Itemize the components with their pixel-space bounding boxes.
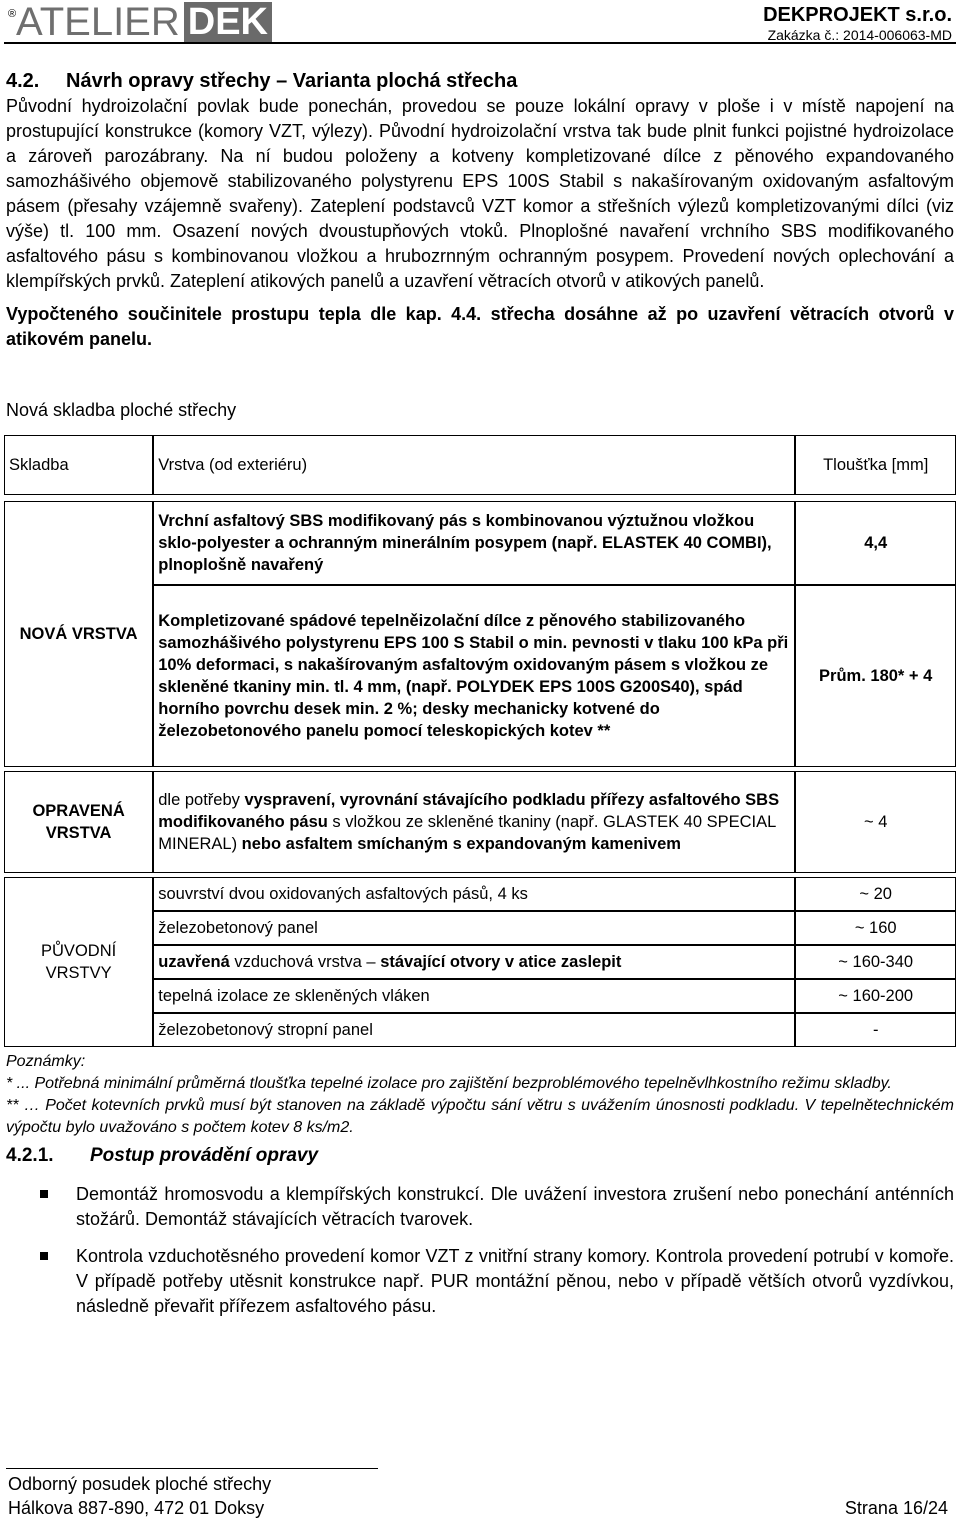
layer-text [153,945,795,979]
table-row [4,501,956,585]
layer-text: Vrchní asfaltový SBS modifikovaný pás s kombinovanou výztužnou vložkou sklo-polyester a ochranným minerálním posypem (např. ELASTEK 40 COMBI), plnoplošně navařený [153,501,795,585]
company-block [763,4,952,44]
logo-atelier-text: ATELIER [16,0,180,44]
group-puvodni-vrstvy: PŮVODNÍ VRSTVY [4,877,153,1047]
list-item-text: Kontrola vzduchotěsného provedení komor VZT z vnitřní strany komory. Kontrola provedení potrubí v komoře. V případě potřeby utěsnit konstrukce např. PUR montážní pěnou, nebo v případě větších otvorů vyzdívkou, následně převařit přířezem asfaltového pásu. [76,1246,954,1316]
table-row [4,771,956,873]
page-header [0,0,960,64]
subsection-number: 4.2.1. [6,1145,54,1166]
note-2: ** … Počet kotevních prvků musí být stanoven na základě výpočtu sání větru s uvážením únosnosti podkladu. V tepelnětechnickém výpočtu bylo uvažováno s počtem kotev 8 ks/m2. [6,1097,954,1136]
notes [6,1051,954,1139]
group-opravena-vrstva: OPRAVENÁ VRSTVA [4,771,153,873]
layer-text: tepelná izolace ze skleněných vláken [153,979,795,1013]
header-vrstva: Vrstva (od exteriéru) [153,435,795,495]
list-item [6,1244,954,1319]
main-content [6,62,954,1331]
note-1: * ... Potřebná minimální průměrná tloušťka tepelné izolace pro zajištění bezproblémového tepelněvlhkostního režimu skladby. [6,1075,892,1092]
registered-mark: ® [8,8,17,20]
layer-text-part: stávající otvory v atice zaslepit [380,953,622,971]
section-title-text: Návrh opravy střechy – Varianta plochá střecha [66,70,518,92]
header-divider [4,42,956,44]
layer-thickness: ~ 160 [795,911,956,945]
table-header-row [4,435,956,495]
group-nova-vrstva: NOVÁ VRSTVA [4,501,153,767]
bullet-square-icon [40,1190,48,1198]
layer-text-part: vyspravení, vyrovnání stávajícího podkladu přířezy asfaltového SBS modifikovaného pásu [158,791,780,831]
section-title [6,68,954,94]
list-item [6,1182,954,1232]
page-footer [8,1472,952,1520]
subsection-title [6,1143,954,1168]
notes-heading: Poznámky: [6,1053,86,1070]
list-item-text: Demontáž hromosvodu a klempířských konstrukcí. Dle uvážení investora zrušení nebo ponechání anténních stožárů. Demontáž stávajících větracích tvarovek. [76,1184,954,1229]
layer-text: železobetonový panel [153,911,795,945]
layer-text-part: s vložkou ze skleněné tkaniny (např. GLASTEK 40 SPECIAL MINERAL) [158,813,776,853]
roof-layers-table [4,435,956,1047]
layer-text: souvrství dvou oxidovaných asfaltových pásů, 4 ks [153,877,795,911]
layer-thickness: ~ 160-200 [795,979,956,1013]
footer-document-title: Odborný posudek ploché střechy [8,1474,272,1494]
section-number: 4.2. [6,70,40,92]
layer-thickness: 4,4 [795,501,956,585]
layer-text-part: dle potřeby [158,791,245,809]
atelier-dek-logo [4,2,272,42]
layer-thickness: ~ 4 [795,771,956,873]
layer-text-part: uzavřená [158,953,230,971]
table-caption: Nová skladba ploché střechy [6,400,237,420]
header-skladba: Skladba [4,435,153,495]
layer-thickness: ~ 20 [795,877,956,911]
page-number: Strana 16/24 [844,1498,948,1518]
section-paragraph: Původní hydroizolační povlak bude ponechán, provedou se pouze lokální opravy v ploše i v místě napojení na prostupující konstrukce (komory VZT, výlezy). Původní hydroizolační vrstva tak bude plnit funkci pojistné hydroizolace a zároveň parozábrany. Na ní budou položeny a kotveny kompletizované dílce z pěnového expandovaného samozhášivého objemově stabilizovaného polystyrenu EPS 100S Stabil s nakašírovaným oxidovaným asfaltovým pásem (přesahy vzájemně svařeny). Zateplení podstavců VZT komor a střešních výlezů kompletizovanými dílci (viz výše) tl. 100 mm. Osazení nových dvoustupňových vtoků. Plnoplošné navaření vrchního SBS modifikovaného asfaltového pásu s kombinovanou vložkou a hrubozrnným ochranným posypem. Provedení nových oplechování a klempířských prvků. Zateplení atikových panelů a uzavření větracích otvorů v atikových panelů. [6,96,954,291]
section-bold-paragraph: Vypočteného součinitele prostupu tepla dle kap. 4.4. střecha dosáhne až po uzavření větracích otvorů v atikovém panelu. [6,304,954,349]
layer-text-part: vzduchová vrstva – [229,953,381,971]
footer-divider [6,1468,378,1469]
subsection-title-text: Postup provádění opravy [90,1145,319,1166]
header-tloustka: Tloušťka [mm] [795,435,956,495]
logo-dek-text: DEK [184,2,272,42]
layer-text [153,771,795,873]
table-row [4,877,956,911]
bullet-square-icon [40,1252,48,1260]
layer-text-part: nebo asfaltem smíchaným s expandovaným kamenivem [241,835,681,853]
company-name: DEKPROJEKT s.r.o. [763,4,952,26]
footer-address: Hálkova 887-890, 472 01 Doksy [8,1498,265,1518]
layer-thickness: Prům. 180* + 4 [795,585,956,767]
order-number: Zakázka č.: 2014-006063-MD [767,27,952,43]
procedure-list [6,1182,954,1319]
layer-thickness: ~ 160-340 [795,945,956,979]
layer-text: Kompletizované spádové tepelněizolační dílce z pěnového stabilizovaného samozhášivého polystyrenu EPS 100 S Stabil o min. pevnosti v tlaku 100 kPa při 10% deformaci, s nakašírovaným asfaltovým oxidovaným pásem s vložkou ze skleněné tkaniny min. tl. 4 mm, (např. POLYDEK EPS 100S G200S40), spád horního povrchu desek min. 2 %; desky mechanicky kotvené do železobetonového panelu pomocí teleskopických kotev ** [153,585,795,767]
layer-thickness: - [795,1013,956,1047]
layer-text: železobetonový stropní panel [153,1013,795,1047]
